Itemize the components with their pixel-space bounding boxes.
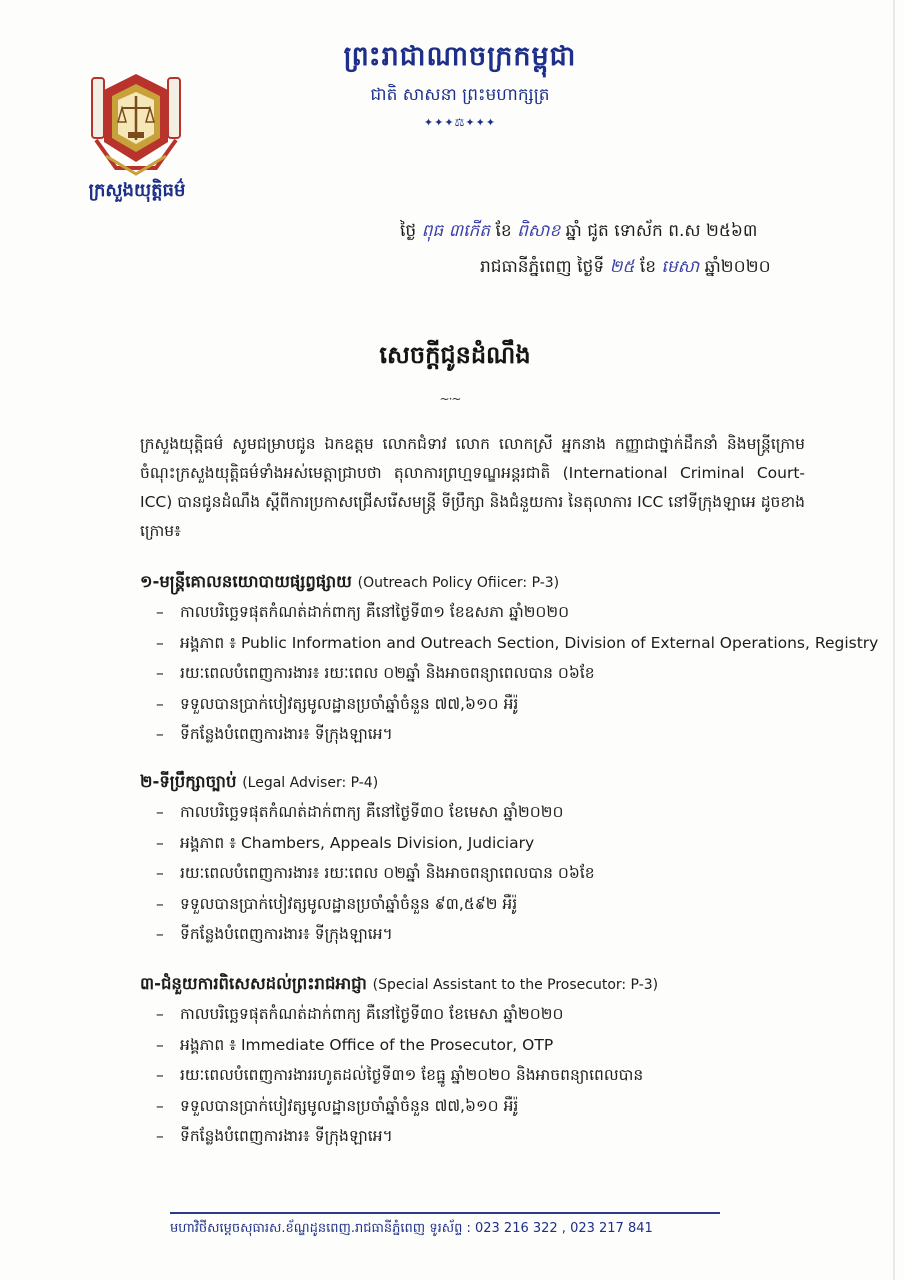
section-items bbox=[156, 797, 810, 950]
lunar-month-label: ខែ bbox=[495, 221, 512, 241]
list-item: – រយៈពេលបំពេញការងាររហូតដល់ថ្ងៃទី៣១ ខែធ្នូ ឆ្នាំ២០២០ និងអាចពន្យាពេលបាន bbox=[156, 1066, 644, 1084]
ministry-name: ក្រសួងយុត្តិធម៌ bbox=[88, 180, 186, 201]
list-item: – រយៈពេលបំពេញការងារ៖ រយៈពេល ០២ឆ្នាំ និងអាចពន្យាពេលបាន ០៦ខែ bbox=[156, 864, 595, 882]
solar-date-prefix: រាជធានីភ្នំពេញ ថ្ងៃទី bbox=[480, 257, 605, 277]
list-item: – ទទួលបានប្រាក់បៀវត្សមូលដ្ឋានប្រចាំឆ្នាំចំនួន ៩៣,៥៩២ អឺរ៉ូ bbox=[156, 894, 518, 913]
section-heading bbox=[140, 970, 810, 999]
section-items bbox=[156, 999, 810, 1152]
section-outreach-officer bbox=[140, 568, 879, 750]
footer-address: មហាវិថីសម្តេចសុធារស.ខ័ណ្ឌដូនពេញ.រាជធានីភ្នំពេញ ទូរស័ព្ទ : 023 216 322 , 023 217 841 bbox=[170, 1221, 653, 1236]
solar-month-label: ខែ bbox=[639, 257, 657, 277]
section-legal-adviser bbox=[140, 768, 810, 950]
section-special-assistant bbox=[140, 970, 810, 1152]
solar-month-handwritten: មេសា bbox=[661, 257, 700, 277]
list-item: – ទទួលបានប្រាក់បៀវត្សមូលដ្ឋានប្រចាំឆ្នាំចំនួន ៧៧,៦១០ អឺរ៉ូ bbox=[156, 694, 519, 713]
kingdom-title: ព្រះរាជាណាចក្រកម្ពុជា bbox=[343, 41, 577, 72]
lunar-day-handwritten: ពុធ ៣កើត bbox=[421, 221, 491, 241]
section-items bbox=[156, 597, 879, 750]
lunar-month-handwritten: ពិសាខ bbox=[517, 221, 561, 241]
list-item: – រយៈពេលបំពេញការងារ៖ រយៈពេល ០២ឆ្នាំ និងអាចពន្យាពេលបាន ០៦ខែ bbox=[156, 664, 595, 682]
list-item: – អង្គភាព ៖ Chambers, Appeals Division, Judiciary bbox=[156, 833, 535, 852]
list-item: – ទីកន្លែងបំពេញការងារ៖ ទីក្រុងឡាអេ។ bbox=[156, 725, 393, 743]
list-item: – ទទួលបានប្រាក់បៀវត្សមូលដ្ឋានប្រចាំឆ្នាំចំនួន ៧៧,៦១០ អឺរ៉ូ bbox=[156, 1096, 519, 1115]
solar-day-handwritten: ២៥ bbox=[609, 257, 635, 277]
list-item: – កាលបរិច្ឆេទផុតកំណត់ដាក់ពាក្យ គឺនៅថ្ងៃទី៣១ ខែឧសភា ឆ្នាំ២០២០ bbox=[156, 603, 570, 621]
section-heading-km: ២-ទីប្រឹក្សាច្បាប់ bbox=[140, 772, 237, 791]
list-item: – កាលបរិច្ឆេទផុតកំណត់ដាក់ពាក្យ គឺនៅថ្ងៃទី៣០ ខែមេសា ឆ្នាំ២០២០ bbox=[156, 803, 564, 821]
title-ornament: ~·~ bbox=[439, 392, 461, 406]
section-heading-km: ៣-ជំនួយការពិសេសដល់ព្រះរាជអាជ្ញា bbox=[140, 974, 367, 993]
scan-edge bbox=[893, 0, 895, 1280]
lunar-date-prefix: ថ្ងៃ bbox=[400, 221, 417, 241]
list-item: – កាលបរិច្ឆេទផុតកំណត់ដាក់ពាក្យ គឺនៅថ្ងៃទី៣០ ខែមេសា ឆ្នាំ២០២០ bbox=[156, 1005, 564, 1023]
solar-year: ឆ្នាំ២០២០ bbox=[704, 257, 771, 277]
section-heading-km: ១-មន្ត្រីគោលនយោបាយផ្សព្វផ្សាយ bbox=[140, 572, 352, 591]
list-item: – អង្គភាព ៖ Immediate Office of the Prosecutor, OTP bbox=[156, 1035, 554, 1054]
notice-title: សេចក្តីជូនដំណឹង bbox=[379, 340, 531, 369]
lunar-date-line bbox=[400, 220, 820, 245]
section-heading bbox=[140, 768, 810, 797]
national-motto: ជាតិ សាសនា ព្រះមហាក្សត្រ bbox=[370, 85, 550, 105]
list-item: – ទីកន្លែងបំពេញការងារ៖ ទីក្រុងឡាអេ។ bbox=[156, 1127, 393, 1145]
list-item: – អង្គភាព ៖ Public Information and Outreach Section, Division of External Operations, Registry bbox=[156, 633, 879, 652]
header-ornament: ✦✦✦⚖✦✦✦ bbox=[423, 116, 497, 129]
lunar-year: ឆ្នាំ ជូត ទោស័ក ព.ស ២៥៦៣ bbox=[565, 221, 758, 241]
solar-date-line bbox=[480, 256, 820, 281]
intro-paragraph: ក្រសួងយុត្តិធម៌ សូមជម្រាបជូន ឯកឧត្តម លោកជំទាវ លោក លោកស្រី អ្នកនាង កញ្ញាជាថ្នាក់ដឹកនាំ និងមន្ត្រីក្រោមចំណុះក្រសួងយុត្តិធម៌ទាំងអស់មេត្តាជ្រាបថា តុលាការព្រហ្មទណ្ឌអន្តរជាតិ (International Criminal Court-ICC) បានជូនដំណឹង ស្តីពីការប្រកាសជ្រើសរើសមន្ត្រី ទីប្រឹក្សា និងជំនួយការ នៃតុលាការ ICC នៅទីក្រុងឡាអេ ដូចខាងក្រោម៖ bbox=[140, 435, 805, 540]
section-heading-en: (Legal Adviser: P-4) bbox=[242, 775, 379, 791]
list-item: – ទីកន្លែងបំពេញការងារ៖ ទីក្រុងឡាអេ។ bbox=[156, 925, 393, 943]
footer-divider bbox=[170, 1212, 720, 1214]
section-heading-en: (Outreach Policy Ofiicer: P-3) bbox=[357, 575, 560, 591]
section-heading bbox=[140, 568, 810, 597]
ministry-emblem-icon bbox=[86, 70, 186, 180]
section-heading-en: (Special Assistant to the Prosecutor: P-3) bbox=[372, 977, 659, 993]
